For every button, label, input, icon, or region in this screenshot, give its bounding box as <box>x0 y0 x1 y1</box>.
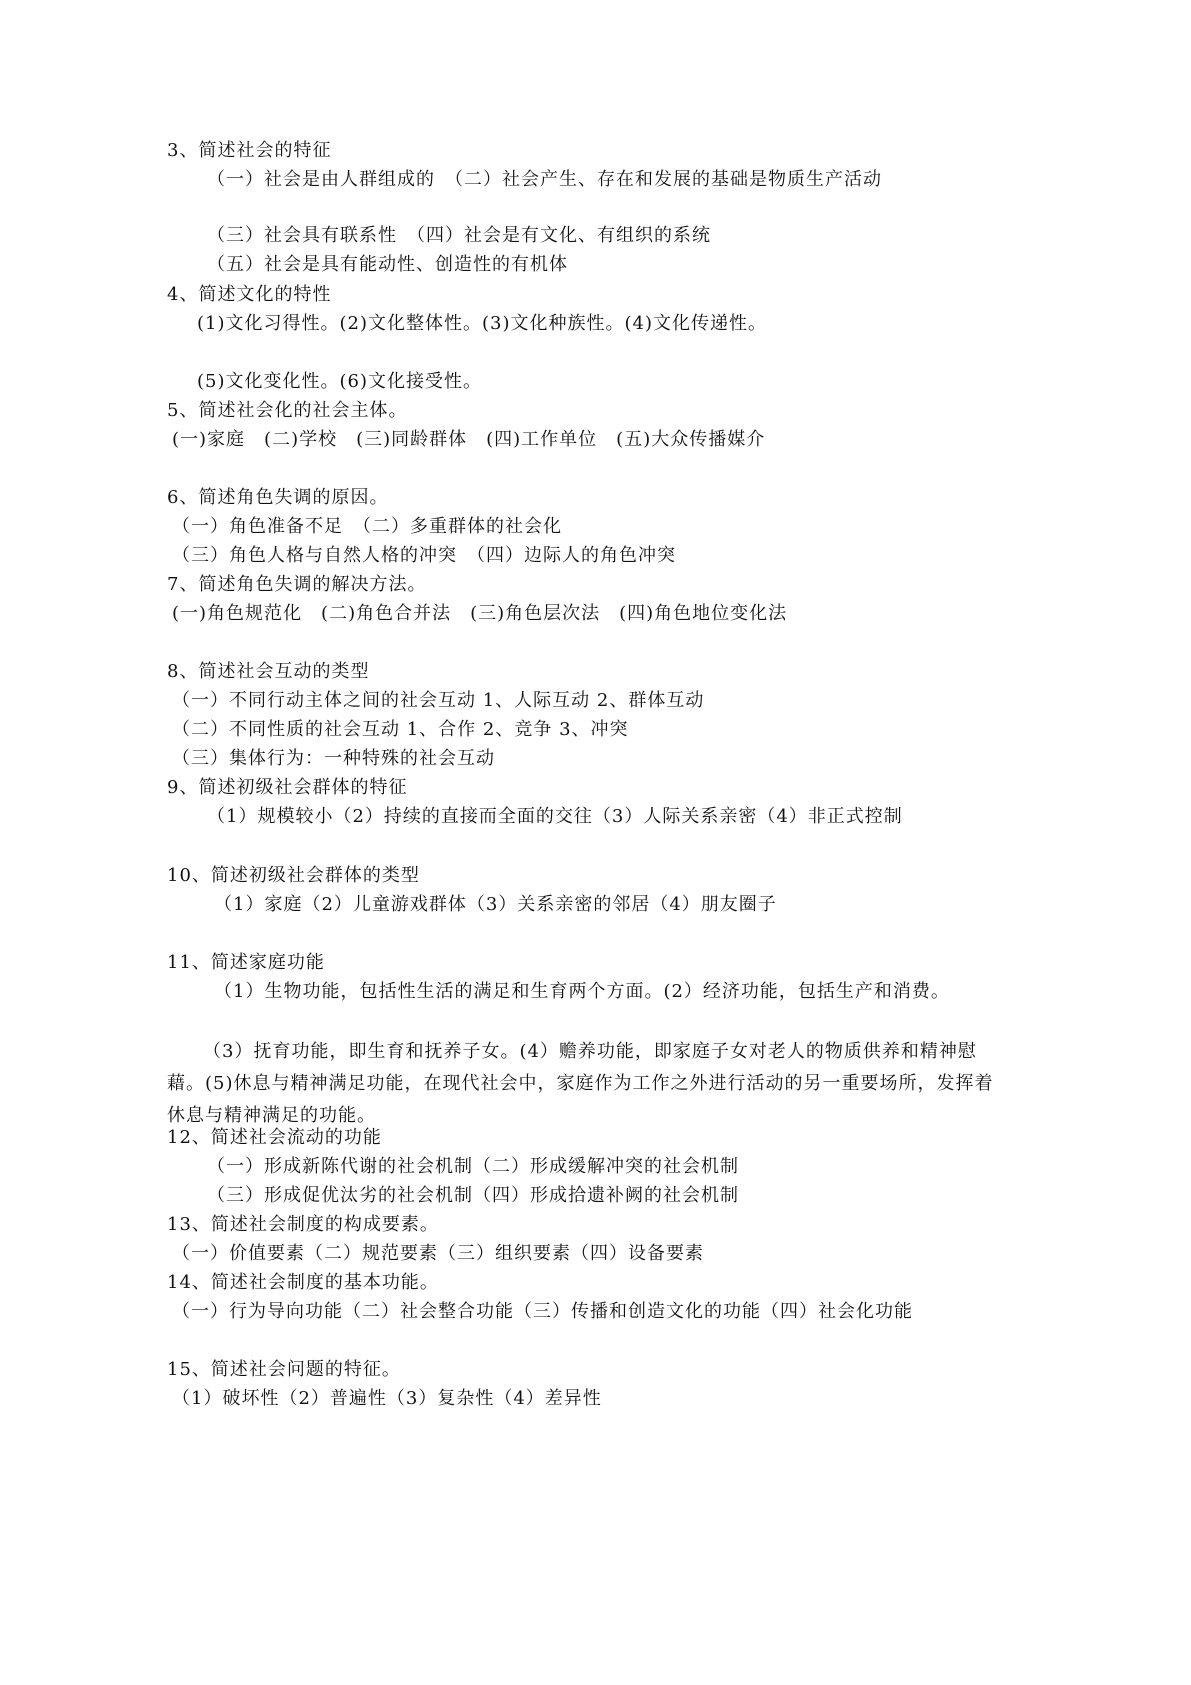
answer-line: （一）形成新陈代谢的社会机制（二）形成缓解冲突的社会机制 <box>207 1156 739 1177</box>
answer-line: （三）社会具有联系性 （四）社会是有文化、有组织的系统 <box>207 225 711 246</box>
answer-line: （一）不同行动主体之间的社会互动 1、人际互动 2、群体互动 <box>172 690 705 711</box>
answer-line: （一）社会是由人群组成的 （二）社会产生、存在和发展的基础是物质生产活动 <box>207 169 882 190</box>
answer-line: (5)文化变化性。(6)文化接受性。 <box>197 371 482 392</box>
answer-line: (一)家庭 (二)学校 (三)同龄群体 (四)工作单位 (五)大众传播媒介 <box>172 429 766 450</box>
heading-q9: 9、简述初级社会群体的特征 <box>167 777 408 798</box>
answer-line: （1）生物功能，包括性生活的满足和生育两个方面。(2）经济功能，包括生产和消费。 <box>214 981 950 1002</box>
answer-line: （一）价值要素（二）规范要素（三）组织要素（四）设备要素 <box>172 1243 704 1264</box>
heading-q4: 4、简述文化的特性 <box>167 284 332 305</box>
heading-q6: 6、简述角色失调的原因。 <box>167 487 389 508</box>
answer-line: （三）角色人格与自然人格的冲突 （四）边际人的角色冲突 <box>172 545 676 566</box>
answer-line: （1）破坏性（2）普遍性（3）复杂性（4）差异性 <box>172 1388 602 1409</box>
heading-q12: 12、简述社会流动的功能 <box>167 1127 382 1148</box>
heading-q7: 7、简述角色失调的解决方法。 <box>167 574 427 595</box>
heading-q10: 10、简述初级社会群体的类型 <box>167 865 420 886</box>
heading-q15: 15、简述社会问题的特征。 <box>167 1359 401 1380</box>
answer-line: （1）规模较小（2）持续的直接而全面的交往（3）人际关系亲密（4）非正式控制 <box>207 806 903 827</box>
answer-line: （二）不同性质的社会互动 1、合作 2、竞争 3、冲突 <box>172 719 629 740</box>
heading-q11: 11、简述家庭功能 <box>167 952 325 973</box>
answer-line: （1）家庭（2）儿童游戏群体（3）关系亲密的邻居（4）朋友圈子 <box>214 894 777 915</box>
heading-q13: 13、简述社会制度的构成要素。 <box>167 1214 439 1235</box>
heading-q5: 5、简述社会化的社会主体。 <box>167 400 408 421</box>
answer-line: （一）行为导向功能（二）社会整合功能（三）传播和创造文化的功能（四）社会化功能 <box>172 1301 913 1322</box>
answer-paragraph: （3）抚育功能，即生育和抚养子女。(4）赡养功能，即家庭子女对老人的物质供养和精神慰藉。(5)休息与精神满足功能，在现代社会中，家庭作为工作之外进行活动的另一重要场所，发挥着休息与精神满足的功能。 <box>167 1041 994 1126</box>
answer-line: （三）集体行为：一种特殊的社会互动 <box>172 748 495 769</box>
answer-line: (一)角色规范化 (二)角色合并法 (三)角色层次法 (四)角色地位变化法 <box>172 603 788 624</box>
heading-q14: 14、简述社会制度的基本功能。 <box>167 1272 439 1293</box>
heading-q8: 8、简述社会互动的类型 <box>167 661 370 682</box>
answer-line: （五）社会是具有能动性、创造性的有机体 <box>207 254 568 275</box>
heading-q3: 3、简述社会的特征 <box>167 140 332 161</box>
answer-line: （三）形成促优汰劣的社会机制（四）形成拾遗补阙的社会机制 <box>207 1185 739 1206</box>
answer-line: (1)文化习得性。(2)文化整体性。(3)文化种族性。(4)文化传递性。 <box>197 313 767 334</box>
answer-line: （一）角色准备不足 （二）多重群体的社会化 <box>172 516 562 537</box>
